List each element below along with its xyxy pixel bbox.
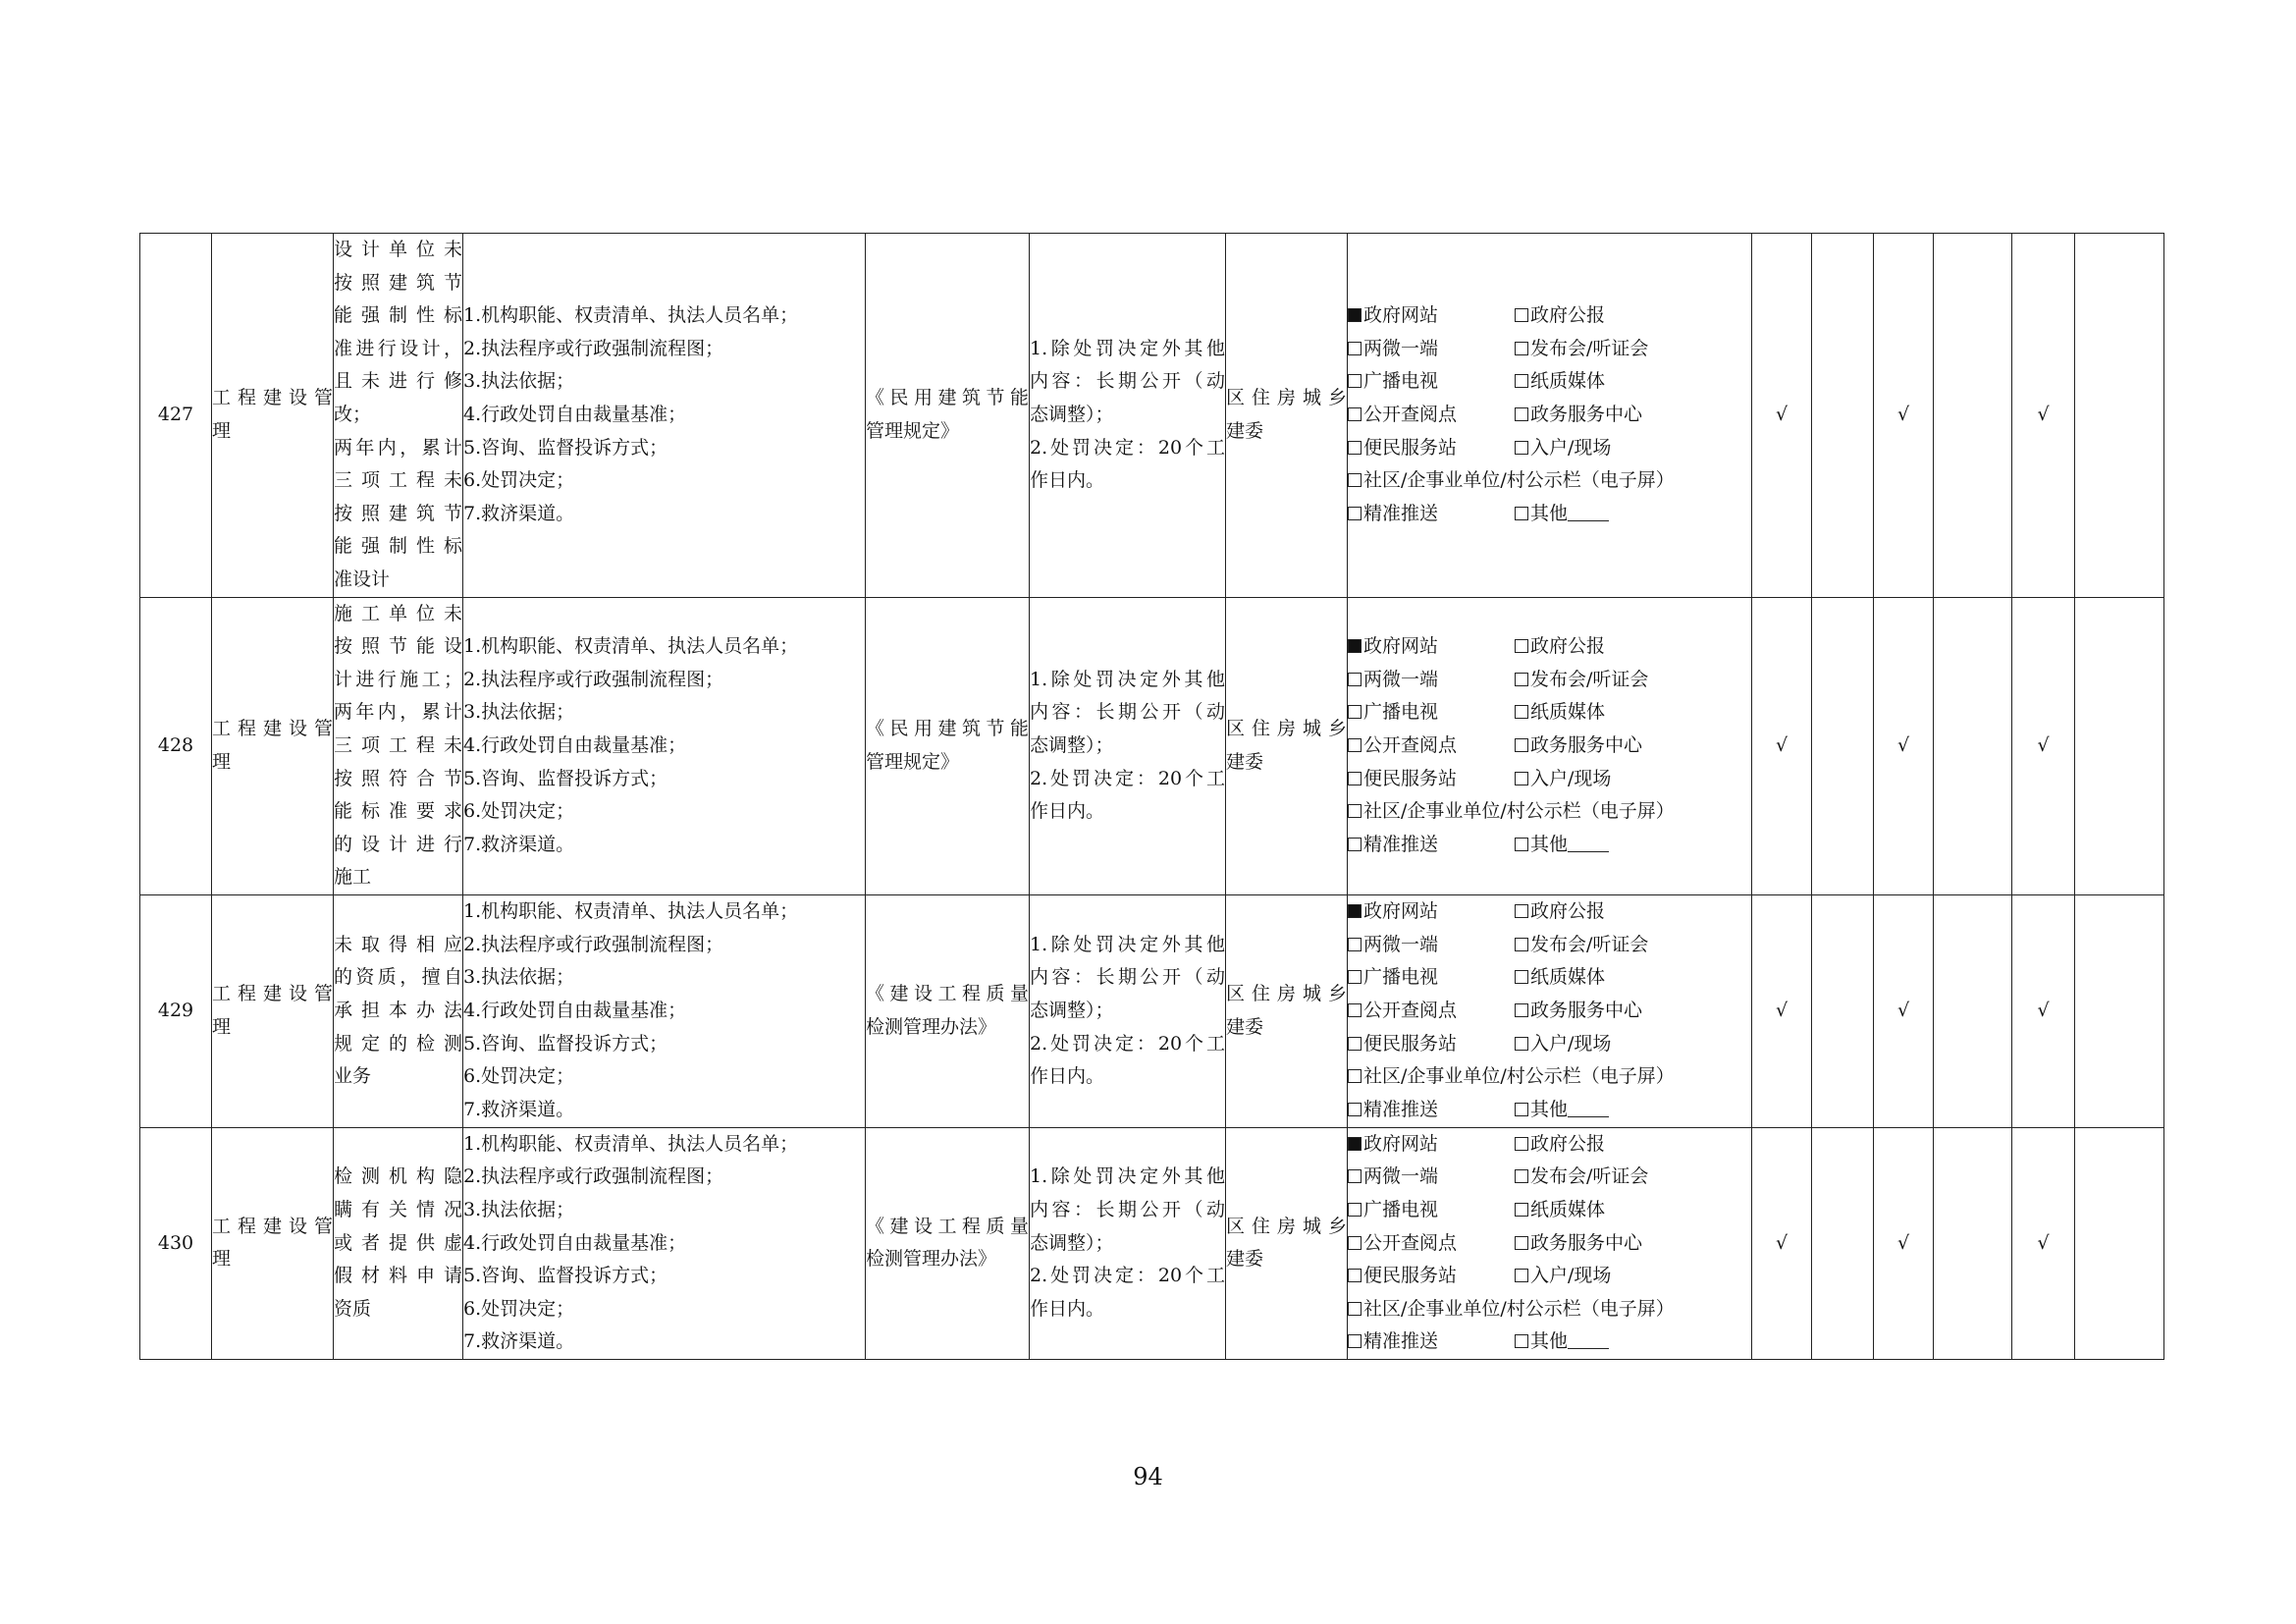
item-name-cell (334, 234, 463, 598)
channel-service-station: 便民服务站 (1348, 763, 1515, 796)
checkbox-checked-icon (1348, 308, 1362, 322)
tick-cell (1934, 1127, 2012, 1359)
timing-cell (1030, 894, 1226, 1127)
item-name-line: 两年内，累计 (334, 436, 462, 459)
timing-line: 态调整）； (1030, 1000, 1114, 1022)
item-number-cell (140, 597, 212, 894)
item-name-line: 检测机构隐 (334, 1165, 462, 1188)
timing-line: 态调整）； (1030, 733, 1114, 756)
checkbox-empty-icon (1515, 738, 1528, 752)
subject-line: 建委 (1226, 750, 1264, 773)
item-name-line: 设计单位未 (334, 239, 462, 260)
checkbox-empty-icon (1515, 938, 1528, 951)
checkbox-empty-icon (1348, 772, 1362, 785)
tick-cell: √ (1752, 894, 1812, 1127)
channel-press-hearing: 发布会/听证会 (1515, 929, 1682, 962)
disclosure-content-line: 7.救济渠道。 (463, 1098, 575, 1120)
item-name-line: 未取得相应 (334, 933, 462, 955)
item-name-line: 准进行设计， (334, 337, 462, 359)
channel-on-site: 入户/现场 (1515, 763, 1682, 796)
category-line: 理 (212, 1248, 232, 1271)
disclosure-content-cell (463, 1127, 866, 1359)
channel-service-center: 政务服务中心 (1515, 730, 1682, 763)
category-cell (212, 597, 334, 894)
item-number-cell (140, 894, 212, 1127)
checkbox-empty-icon (1515, 1003, 1528, 1017)
disclosure-content-line: 2.执法程序或行政强制流程图； (463, 668, 724, 690)
checkbox-empty-icon (1348, 1334, 1362, 1348)
subject-line: 建委 (1226, 419, 1264, 442)
channel-gov-website: 政府网站 (1348, 299, 1515, 333)
disclosure-content-cell (463, 234, 866, 598)
disclosure-content-line: 1.机构职能、权责清单、执法人员名单； (463, 900, 799, 923)
item-name-line: 能标准要求 (334, 800, 462, 823)
item-name-line: 按照符合节 (334, 767, 462, 789)
checkbox-empty-icon (1515, 1103, 1528, 1116)
channel-gov-website: 政府网站 (1348, 1128, 1515, 1162)
timing-line: 2.处罚决定：20个工 (1030, 1265, 1225, 1287)
disclosure-content-line: 2.执法程序或行政强制流程图； (463, 1165, 724, 1188)
basis-cell (866, 234, 1030, 598)
item-name-line: 三项工程未 (334, 469, 462, 492)
checkbox-empty-icon (1348, 938, 1362, 951)
category-cell (212, 234, 334, 598)
category-line: 工程建设管 (212, 983, 333, 1005)
channel-press-hearing: 发布会/听证会 (1515, 1161, 1682, 1194)
checkbox-empty-icon (1348, 673, 1362, 686)
item-name-line: 改； (334, 403, 372, 425)
timing-line: 1.除处罚决定外其他 (1030, 668, 1225, 690)
checkbox-empty-icon (1515, 838, 1528, 851)
channel-gov-gazette: 政府公报 (1515, 895, 1682, 929)
channel-service-station: 便民服务站 (1348, 1028, 1515, 1061)
timing-line: 2.处罚决定：20个工 (1030, 436, 1225, 459)
channel-targeted-push: 精准推送 (1348, 1326, 1515, 1359)
channel-broadcast-tv: 广播电视 (1348, 961, 1515, 995)
disclosure-content-line: 2.执法程序或行政强制流程图； (463, 933, 724, 955)
channel-public-reading-point: 公开查阅点 (1348, 730, 1515, 763)
disclosure-content-line: 1.机构职能、权责清单、执法人员名单； (463, 1132, 799, 1155)
item-name-line: 能强制性标 (334, 304, 462, 327)
timing-cell (1030, 234, 1226, 598)
item-name-line: 计进行施工； (334, 668, 462, 690)
tick-cell (2075, 597, 2164, 894)
tick-cell: √ (1752, 597, 1812, 894)
tick-cell: √ (2012, 1127, 2075, 1359)
disclosure-content-line: 3.执法依据； (463, 1199, 575, 1221)
timing-line: 作日内。 (1030, 469, 1105, 492)
checkbox-checked-icon (1348, 1137, 1362, 1151)
channel-service-center: 政务服务中心 (1515, 399, 1682, 432)
item-name-line: 的资质，擅自 (334, 966, 462, 989)
item-name-line: 能强制性标 (334, 535, 462, 558)
disclosure-content-line: 5.咨询、监督投诉方式； (463, 1032, 668, 1055)
channel-print-media: 纸质媒体 (1515, 1194, 1682, 1227)
channel-other: 其他 (1515, 498, 1682, 531)
page-number: 94 (1133, 1463, 1163, 1490)
channel-targeted-push: 精准推送 (1348, 498, 1515, 531)
item-number: 429 (157, 1000, 194, 1022)
checkbox-empty-icon (1348, 705, 1362, 719)
disclosure-content-line: 4.行政处罚自由裁量基准； (463, 733, 687, 756)
disclosure-content-line: 3.执法依据； (463, 370, 575, 393)
checkbox-empty-icon (1515, 772, 1528, 785)
item-name-line: 规定的检测 (334, 1032, 462, 1055)
disclosure-content-line: 1.机构职能、权责清单、执法人员名单； (463, 635, 799, 658)
channel-targeted-push: 精准推送 (1348, 829, 1515, 862)
channel-other: 其他 (1515, 1094, 1682, 1127)
channel-weibo-wechat-app: 两微一端 (1348, 664, 1515, 697)
checkbox-empty-icon (1348, 374, 1362, 388)
channel-print-media: 纸质媒体 (1515, 365, 1682, 399)
item-name-line: 施工单位未 (334, 602, 462, 624)
checkbox-empty-icon (1348, 441, 1362, 455)
channel-broadcast-tv: 广播电视 (1348, 1194, 1515, 1227)
category-cell (212, 1127, 334, 1359)
checkbox-empty-icon (1348, 1169, 1362, 1183)
checkbox-empty-icon (1348, 1269, 1362, 1282)
timing-line: 作日内。 (1030, 1297, 1105, 1320)
channel-on-site: 入户/现场 (1515, 432, 1682, 465)
channel-bulletin-board: 社区/企事业单位/村公示栏（电子屏） (1348, 1065, 1675, 1087)
checkbox-empty-icon (1515, 673, 1528, 686)
checkbox-empty-icon (1348, 738, 1362, 752)
subject-line: 区住房城乡 (1226, 718, 1347, 740)
timing-line: 2.处罚决定：20个工 (1030, 1032, 1225, 1055)
item-name-cell (334, 597, 463, 894)
item-name-line: 三项工程未 (334, 733, 462, 756)
category-line: 理 (212, 750, 232, 773)
tick-cell (1812, 234, 1874, 598)
item-name-line: 的设计进行 (334, 833, 462, 855)
channel-public-reading-point: 公开查阅点 (1348, 1227, 1515, 1261)
disclosure-content-line: 5.咨询、监督投诉方式； (463, 767, 668, 789)
channel-service-center: 政务服务中心 (1515, 995, 1682, 1028)
disclosure-content-line: 6.处罚决定； (463, 1297, 575, 1320)
basis-line: 《建设工程质量 (866, 983, 1029, 1005)
tick-cell: √ (2012, 894, 2075, 1127)
subject-cell (1226, 1127, 1348, 1359)
channel-bulletin-board: 社区/企事业单位/村公示栏（电子屏） (1348, 1298, 1675, 1320)
channels-cell (1348, 1127, 1752, 1359)
timing-line: 1.除处罚决定外其他 (1030, 933, 1225, 955)
blank-underline (1568, 834, 1609, 852)
item-name-line: 资质 (334, 1297, 372, 1320)
table-row (140, 894, 2164, 1127)
timing-line: 作日内。 (1030, 800, 1105, 823)
channel-weibo-wechat-app: 两微一端 (1348, 333, 1515, 366)
channel-weibo-wechat-app: 两微一端 (1348, 929, 1515, 962)
timing-cell (1030, 1127, 1226, 1359)
channel-public-reading-point: 公开查阅点 (1348, 995, 1515, 1028)
channel-gov-website: 政府网站 (1348, 895, 1515, 929)
checkbox-empty-icon (1515, 441, 1528, 455)
category-cell (212, 894, 334, 1127)
channel-weibo-wechat-app: 两微一端 (1348, 1161, 1515, 1194)
tick-cell (1812, 894, 1874, 1127)
channel-print-media: 纸质媒体 (1515, 696, 1682, 730)
checkbox-empty-icon (1515, 705, 1528, 719)
timing-line: 内容：长期公开（动 (1030, 1199, 1225, 1221)
timing-line: 内容：长期公开（动 (1030, 370, 1225, 393)
channel-service-center: 政务服务中心 (1515, 1227, 1682, 1261)
checkbox-empty-icon (1515, 970, 1528, 984)
checkbox-empty-icon (1348, 804, 1362, 818)
checkbox-empty-icon (1515, 342, 1528, 355)
disclosure-content-line: 5.咨询、监督投诉方式； (463, 436, 668, 459)
category-line: 工程建设管 (212, 718, 333, 740)
disclosure-content-line: 7.救济渠道。 (463, 1330, 575, 1353)
table-row (140, 234, 2164, 598)
channels-cell (1348, 597, 1752, 894)
channel-other: 其他 (1515, 829, 1682, 862)
basis-line: 管理规定》 (866, 750, 960, 773)
checkbox-empty-icon (1515, 308, 1528, 322)
basis-line: 《建设工程质量 (866, 1215, 1029, 1237)
checkbox-empty-icon (1348, 342, 1362, 355)
channel-service-station: 便民服务站 (1348, 432, 1515, 465)
channel-gov-gazette: 政府公报 (1515, 1128, 1682, 1162)
checkbox-empty-icon (1348, 1203, 1362, 1217)
disclosure-content-line: 1.机构职能、权责清单、执法人员名单； (463, 304, 799, 327)
basis-line: 管理规定》 (866, 419, 960, 442)
tick-cell: √ (1874, 597, 1934, 894)
tick-cell: √ (1874, 1127, 1934, 1359)
checkbox-empty-icon (1515, 1137, 1528, 1151)
checkbox-empty-icon (1348, 1236, 1362, 1250)
channel-bulletin-board: 社区/企事业单位/村公示栏（电子屏） (1348, 800, 1675, 822)
subject-line: 建委 (1226, 1248, 1264, 1271)
tick-cell (1812, 597, 1874, 894)
disclosure-content-line: 3.执法依据； (463, 966, 575, 989)
category-line: 理 (212, 419, 232, 442)
item-number-cell (140, 234, 212, 598)
basis-cell (866, 597, 1030, 894)
category-line: 理 (212, 1015, 232, 1038)
disclosure-content-cell (463, 894, 866, 1127)
checkbox-empty-icon (1348, 1003, 1362, 1017)
subject-cell (1226, 894, 1348, 1127)
disclosure-content-line: 6.处罚决定； (463, 469, 575, 492)
timing-line: 态调整）； (1030, 1231, 1114, 1254)
item-name-line: 施工 (334, 866, 372, 889)
channel-public-reading-point: 公开查阅点 (1348, 399, 1515, 432)
tick-cell (1934, 597, 2012, 894)
tick-cell: √ (2012, 234, 2075, 598)
tick-cell: √ (1752, 1127, 1812, 1359)
tick-cell (1934, 234, 2012, 598)
subject-line: 建委 (1226, 1015, 1264, 1038)
basis-cell (866, 894, 1030, 1127)
tick-cell (1934, 894, 2012, 1127)
checkbox-empty-icon (1515, 1169, 1528, 1183)
disclosure-content-line: 4.行政处罚自由裁量基准； (463, 1231, 687, 1254)
blank-underline (1568, 1330, 1609, 1349)
checkbox-empty-icon (1348, 407, 1362, 421)
channel-on-site: 入户/现场 (1515, 1028, 1682, 1061)
tick-cell (2075, 1127, 2164, 1359)
checkbox-empty-icon (1515, 1269, 1528, 1282)
subject-line: 区住房城乡 (1226, 387, 1347, 409)
checkbox-empty-icon (1515, 1236, 1528, 1250)
disclosure-content-line: 3.执法依据； (463, 701, 575, 724)
item-name-line: 假材料申请 (334, 1265, 462, 1287)
basis-cell (866, 1127, 1030, 1359)
checkbox-empty-icon (1515, 904, 1528, 918)
timing-line: 作日内。 (1030, 1065, 1105, 1088)
channel-gov-gazette: 政府公报 (1515, 299, 1682, 333)
checkbox-empty-icon (1348, 507, 1362, 520)
timing-cell (1030, 597, 1226, 894)
basis-line: 检测管理办法》 (866, 1248, 997, 1271)
timing-line: 内容：长期公开（动 (1030, 966, 1225, 989)
tick-cell (1812, 1127, 1874, 1359)
category-line: 工程建设管 (212, 387, 333, 409)
checkbox-empty-icon (1348, 1302, 1362, 1316)
channel-gov-website: 政府网站 (1348, 630, 1515, 664)
channel-press-hearing: 发布会/听证会 (1515, 664, 1682, 697)
channel-on-site: 入户/现场 (1515, 1260, 1682, 1293)
checkbox-empty-icon (1348, 970, 1362, 984)
checkbox-empty-icon (1348, 838, 1362, 851)
channel-bulletin-board: 社区/企事业单位/村公示栏（电子屏） (1348, 469, 1675, 491)
disclosure-content-line: 4.行政处罚自由裁量基准； (463, 403, 687, 425)
timing-line: 1.除处罚决定外其他 (1030, 1165, 1225, 1188)
category-line: 工程建设管 (212, 1215, 333, 1237)
timing-line: 2.处罚决定：20个工 (1030, 767, 1225, 789)
disclosure-content-line: 6.处罚决定； (463, 1065, 575, 1088)
disclosure-content-cell (463, 597, 866, 894)
item-name-line: 承担本办法 (334, 1000, 462, 1022)
blank-underline (1568, 503, 1609, 521)
channel-print-media: 纸质媒体 (1515, 961, 1682, 995)
item-name-cell (334, 1127, 463, 1359)
item-name-line: 业务 (334, 1065, 372, 1088)
item-number: 430 (157, 1231, 194, 1254)
item-name-line: 两年内，累计 (334, 701, 462, 724)
subject-line: 区住房城乡 (1226, 1215, 1347, 1237)
checkbox-empty-icon (1348, 473, 1362, 487)
timing-line: 1.除处罚决定外其他 (1030, 337, 1225, 359)
channels-cell (1348, 894, 1752, 1127)
channel-press-hearing: 发布会/听证会 (1515, 333, 1682, 366)
item-name-line: 按照建筑节 (334, 271, 462, 294)
item-name-line: 瞒有关情况 (334, 1199, 462, 1221)
channel-broadcast-tv: 广播电视 (1348, 365, 1515, 399)
basis-line: 检测管理办法》 (866, 1015, 997, 1038)
checkbox-empty-icon (1515, 407, 1528, 421)
checkbox-empty-icon (1348, 1069, 1362, 1083)
disclosure-content-line: 5.咨询、监督投诉方式； (463, 1265, 668, 1287)
tick-cell: √ (1874, 894, 1934, 1127)
tick-cell (2075, 234, 2164, 598)
item-name-cell (334, 894, 463, 1127)
item-name-line: 按照节能设 (334, 635, 462, 658)
checkbox-empty-icon (1515, 1037, 1528, 1051)
subject-line: 区住房城乡 (1226, 983, 1347, 1005)
checkbox-empty-icon (1515, 1334, 1528, 1348)
checkbox-empty-icon (1515, 507, 1528, 520)
channel-gov-gazette: 政府公报 (1515, 630, 1682, 664)
blank-underline (1568, 1099, 1609, 1117)
table-row (140, 1127, 2164, 1359)
disclosure-content-line: 7.救济渠道。 (463, 502, 575, 524)
basis-line: 《民用建筑节能 (866, 718, 1029, 740)
item-number-cell (140, 1127, 212, 1359)
disclosure-content-line: 4.行政处罚自由裁量基准； (463, 1000, 687, 1022)
checkbox-checked-icon (1348, 904, 1362, 918)
subject-cell (1226, 597, 1348, 894)
disclosure-table (139, 233, 2164, 1360)
disclosure-content-line: 6.处罚决定； (463, 800, 575, 823)
channels-cell (1348, 234, 1752, 598)
checkbox-empty-icon (1515, 639, 1528, 653)
checkbox-empty-icon (1515, 1203, 1528, 1217)
subject-cell (1226, 234, 1348, 598)
channel-broadcast-tv: 广播电视 (1348, 696, 1515, 730)
checkbox-checked-icon (1348, 639, 1362, 653)
disclosure-content-line: 7.救济渠道。 (463, 833, 575, 855)
channel-targeted-push: 精准推送 (1348, 1094, 1515, 1127)
channel-other: 其他 (1515, 1326, 1682, 1359)
item-name-line: 按照建筑节 (334, 502, 462, 524)
checkbox-empty-icon (1515, 374, 1528, 388)
timing-line: 内容：长期公开（动 (1030, 701, 1225, 724)
timing-line: 态调整）； (1030, 403, 1114, 425)
item-name-line: 准设计 (334, 568, 391, 590)
checkbox-empty-icon (1348, 1037, 1362, 1051)
tick-cell (2075, 894, 2164, 1127)
tick-cell: √ (1874, 234, 1934, 598)
checkbox-empty-icon (1348, 1103, 1362, 1116)
disclosure-content-line: 2.执法程序或行政强制流程图； (463, 337, 724, 359)
table-row (140, 597, 2164, 894)
channel-service-station: 便民服务站 (1348, 1260, 1515, 1293)
tick-cell: √ (1752, 234, 1812, 598)
item-number: 427 (157, 403, 194, 425)
basis-line: 《民用建筑节能 (866, 387, 1029, 409)
item-name-line: 且未进行修 (334, 370, 462, 393)
item-number: 428 (157, 733, 194, 756)
item-name-line: 或者提供虚 (334, 1231, 462, 1254)
tick-cell: √ (2012, 597, 2075, 894)
